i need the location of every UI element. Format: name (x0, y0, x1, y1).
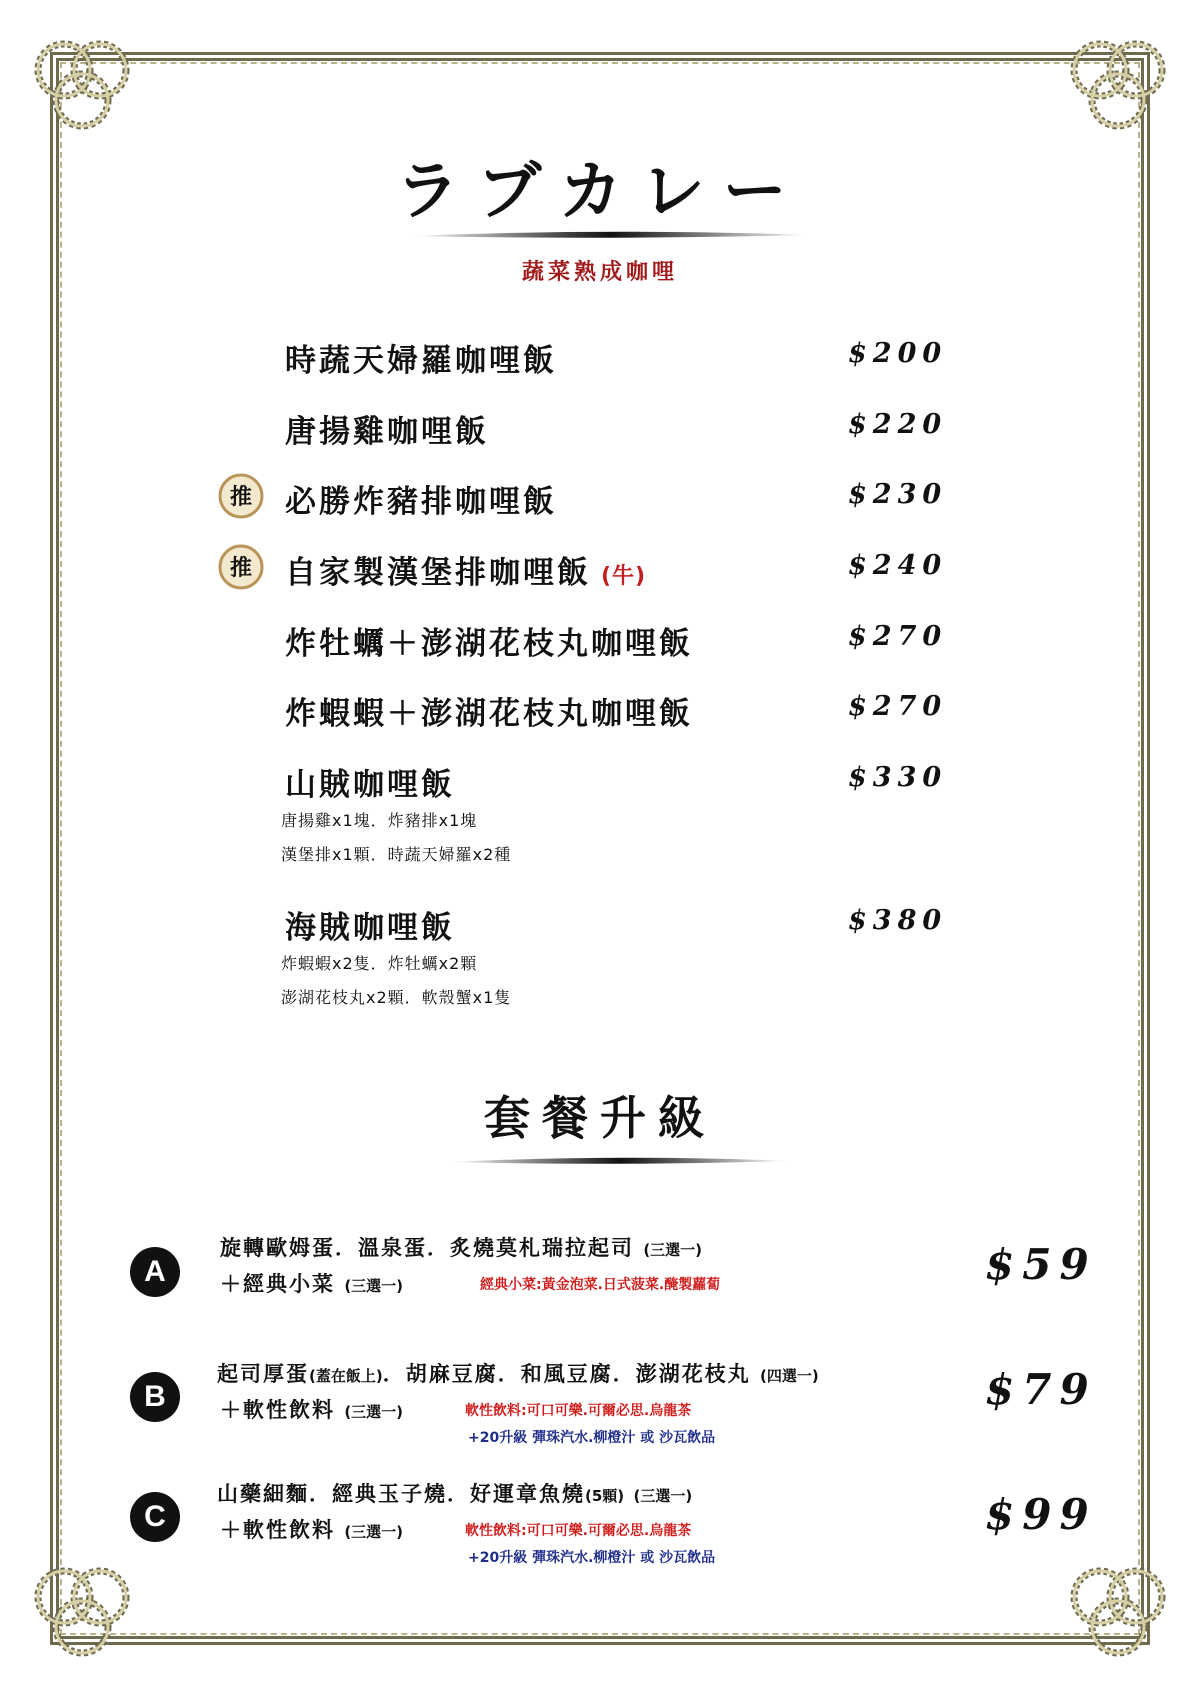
set-option-note: (5顆) (585, 1487, 625, 1505)
set-price: $99 (985, 1490, 1097, 1539)
set-options-line (220, 1232, 702, 1262)
menu-item-price: $240 (848, 550, 948, 581)
set-choice-count: (四選一) (760, 1367, 819, 1385)
menu-item-price: $380 (848, 905, 948, 936)
rope-knot-icon (22, 1549, 142, 1669)
rope-knot-icon (22, 28, 142, 148)
rope-knot-icon (1058, 1549, 1178, 1669)
menu-item-price: $270 (848, 621, 948, 652)
badge-label: 推 (229, 556, 253, 581)
set-price: $59 (985, 1240, 1097, 1289)
menu-item-name: 山賊咖哩飯 (285, 767, 455, 803)
set-addon-line (220, 1394, 403, 1424)
set-price: $79 (985, 1365, 1097, 1414)
menu-item-name: 必勝炸豬排咖哩飯 (285, 484, 557, 520)
menu-item-name: 炸蝦蝦＋澎湖花枝丸咖哩飯 (285, 696, 693, 732)
menu-item-label: 自家製漢堡排咖哩飯 (285, 555, 591, 591)
set-letter-badge: B (130, 1372, 180, 1422)
menu-item-name (285, 547, 646, 592)
menu-item-tag: (牛) (601, 564, 647, 589)
menu-item-name: 唐揚雞咖哩飯 (285, 414, 489, 450)
set-letter-badge: C (130, 1492, 180, 1542)
set-addon-line (220, 1514, 403, 1544)
menu-item-name: 時蔬天婦羅咖哩飯 (285, 343, 557, 379)
set-note: 經典小菜:黃金泡菜.日式菠菜.醃製蘿蔔 (480, 1277, 721, 1293)
menu-item-desc: 唐揚雞x1塊．炸豬排x1塊 (281, 811, 478, 830)
set-options-line (217, 1358, 819, 1388)
set-choice-count: (三選一) (643, 1241, 703, 1259)
set-option: 起司厚蛋 (217, 1362, 309, 1386)
set-addon: ＋軟性飲料 (220, 1518, 335, 1542)
brush-underline (450, 1156, 790, 1166)
set-options: 山藥細麵．經典玉子燒．好運章魚燒 (217, 1482, 585, 1506)
badge-label: 推 (229, 485, 253, 510)
recommend-badge-icon (218, 473, 264, 519)
set-choice-count: (三選一) (344, 1277, 404, 1295)
menu-item-price: $220 (848, 409, 948, 440)
set-options-line (217, 1478, 692, 1508)
menu-item-desc: 漢堡排x1顆．時蔬天婦羅x2種 (281, 845, 512, 864)
section-title: 套餐升級 (484, 1091, 716, 1145)
set-option-note: (蓋在飯上) (309, 1367, 383, 1385)
set-choice-count: (三選一) (344, 1523, 404, 1541)
set-addon: ＋軟性飲料 (220, 1398, 335, 1422)
brush-underline (410, 230, 810, 240)
set-options: ．胡麻豆腐．和風豆腐．澎湖花枝丸 (382, 1362, 751, 1386)
set-letter-badge: A (130, 1247, 180, 1297)
menu-item-price: $230 (848, 479, 948, 510)
set-note: 軟性飲料:可口可樂.可爾必思.烏龍茶 (465, 1523, 692, 1539)
set-note: 軟性飲料:可口可樂.可爾必思.烏龍茶 (465, 1403, 692, 1419)
set-choice-count: (三選一) (633, 1487, 693, 1505)
menu-item-name: 海賊咖哩飯 (285, 910, 455, 946)
set-addon-line (220, 1268, 403, 1298)
rope-knot-icon (1058, 28, 1178, 148)
set-upgrade-note: +20升級 彈珠汽水.柳橙汁 或 沙瓦飲品 (468, 1550, 716, 1566)
menu-item-price: $330 (848, 762, 948, 793)
page-subtitle: 蔬菜熟成咖哩 (521, 260, 678, 285)
set-upgrade-note: +20升級 彈珠汽水.柳橙汁 或 沙瓦飲品 (468, 1430, 716, 1446)
menu-item-desc: 炸蝦蝦x2隻．炸牡蠣x2顆 (281, 954, 478, 973)
page-title: ラブカレー (395, 154, 805, 229)
menu-item-desc: 澎湖花枝丸x2顆．軟殼蟹x1隻 (281, 988, 512, 1007)
menu-item-price: $200 (848, 338, 948, 369)
set-choice-count: (三選一) (344, 1403, 404, 1421)
recommend-badge-icon (218, 544, 264, 590)
menu-item-price: $270 (848, 691, 948, 722)
menu-item-name: 炸牡蠣＋澎湖花枝丸咖哩飯 (285, 626, 693, 662)
set-addon: ＋經典小菜 (220, 1272, 335, 1296)
set-options: 旋轉歐姆蛋．溫泉蛋．炙燒莫札瑞拉起司 (220, 1236, 634, 1260)
